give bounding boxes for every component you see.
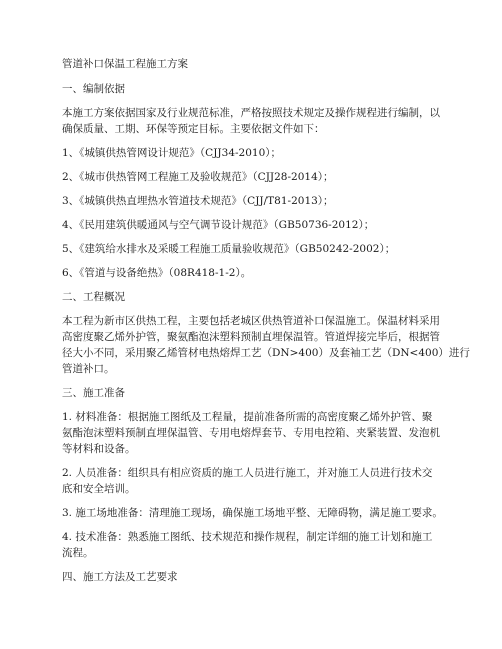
paragraph-line: 本工程为新市区供热工程，主要包括老城区供热管道补口保温施工。保温材料采用 [62,315,440,327]
paragraph-line: 4. 技术准备：熟悉施工图纸、技术规范和操作规程，制定详细的施工计划和施工 [62,531,433,543]
paragraph-line: 径大小不同，采用聚乙烯管材电热熔焊工艺（DN>400）及套袖工艺（DN<400）进行 [62,347,470,359]
document-title: 管道补口保温工程施工方案 [62,58,188,70]
paragraph-line: 确保质量、工期、环保等预定目标。主要依据文件如下： [62,123,325,135]
paragraph-line: 氨酯泡沫塑料预制直埋保温管、专用电熔焊套节、专用电控箱、夹紧装置、发泡机 [62,427,440,439]
list-item: 2、《城市供热管网工程施工及验收规范》（CJJ28-2014）； [62,171,334,183]
section-heading-preparation: 三、施工准备 [62,387,125,399]
section-heading-overview: 二、工程概况 [62,291,125,303]
section-heading-methods: 四、施工方法及工艺要求 [62,571,178,583]
paragraph-line: 管道补口。 [62,363,115,375]
paragraph-line: 等材料和设备。 [62,443,136,455]
paragraph-line: 本施工方案依据国家及行业规范标准，严格按照技术规定及操作规程进行编制，以 [62,107,440,119]
list-item: 1、《城镇供热管网设计规范》（CJJ34-2010）； [62,147,282,159]
paragraph-line: 1. 材料准备：根据施工图纸及工程量，提前准备所需的高密度聚乙烯外护管、聚 [62,411,433,423]
paragraph-line: 3. 施工场地准备：清理施工现场，确保施工场地平整、无障碍物，满足施工要求。 [62,507,443,519]
list-item: 6、《管道与设备绝热》（08R418-1-2）。 [62,267,252,279]
paragraph-line: 高密度聚乙烯外护管，聚氨酯泡沫塑料预制直埋保温管。管道焊接完毕后，根据管 [62,331,440,343]
list-item: 5、《建筑给水排水及采暖工程施工质量验收规范》（GB50242-2002）； [62,243,396,255]
section-heading-basis: 一、编制依据 [62,83,125,95]
paragraph-line: 底和安全培训。 [62,483,136,495]
list-item: 4、《民用建筑供暖通风与空气调节设计规范》（GB50736-2012）； [62,219,375,231]
paragraph-line: 2. 人员准备：组织具有相应资质的施工人员进行施工，并对施工人员进行技术交 [62,467,433,479]
list-item: 3、《城镇供热直埋热水管道技术规范》（CJJ/T81-2013）； [62,195,334,207]
paragraph-line: 流程。 [62,547,94,559]
